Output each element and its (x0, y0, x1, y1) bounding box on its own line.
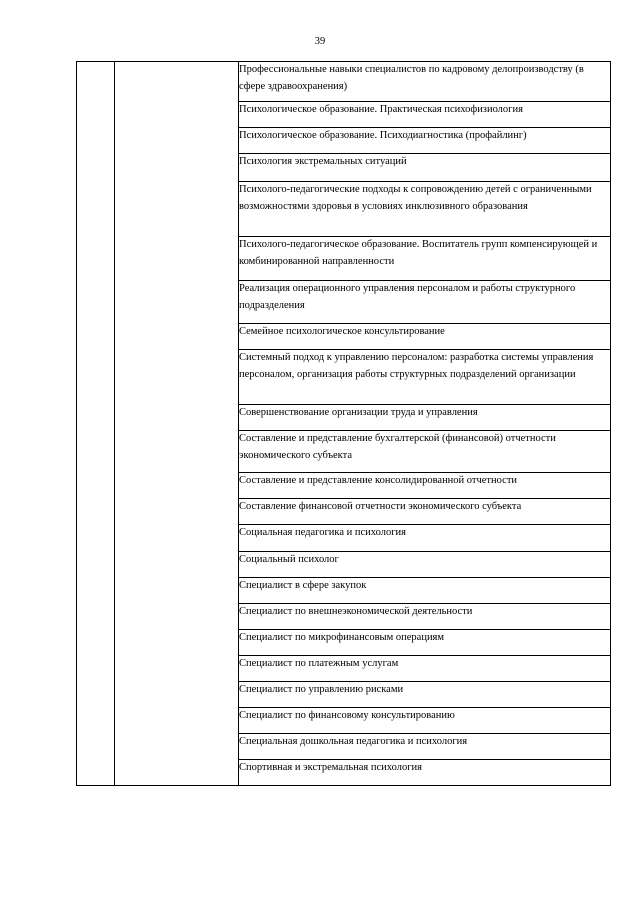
program-name: Реализация операционного управления персоналом и работы структурного подразделения (239, 283, 576, 311)
program-name: Системный подход к управлению персоналом: разработка системы управления персоналом, организация работы структурных подразделений организации (239, 352, 594, 380)
program-name-cell (239, 128, 611, 154)
program-name-cell (239, 62, 611, 102)
program-name: Социальная педагогика и психология (239, 527, 406, 538)
program-name-cell (239, 760, 611, 786)
program-name-cell (239, 604, 611, 630)
program-name: Психолого-педагогическое образование. Воспитатель групп компенсирующей и комбинированной направленности (239, 239, 598, 267)
program-name-cell (239, 237, 611, 281)
program-name-cell (239, 154, 611, 182)
program-name: Психологическое образование. Психодиагностика (профайлинг) (239, 130, 527, 141)
program-name-cell (239, 708, 611, 734)
program-name-cell (239, 102, 611, 128)
program-name: Семейное психологическое консультирование (239, 326, 445, 337)
program-name: Составление финансовой отчетности экономического субъекта (239, 501, 522, 512)
program-name-cell (239, 499, 611, 525)
program-name: Специалист по управлению рисками (239, 684, 404, 695)
program-name-cell (239, 630, 611, 656)
program-name-cell (239, 281, 611, 324)
program-name: Составление и представление консолидированной отчетности (239, 475, 518, 486)
program-name: Специалист в сфере закупок (239, 580, 367, 591)
program-name: Психология экстремальных ситуаций (239, 156, 407, 167)
program-name: Специалист по микрофинансовым операциям (239, 632, 445, 643)
program-name: Совершенствование организации труда и управления (239, 407, 478, 418)
program-name-cell (239, 734, 611, 760)
program-name: Составление и представление бухгалтерской (финансовой) отчетности экономического субъекта (239, 433, 556, 461)
program-name: Специалист по платежным услугам (239, 658, 399, 669)
program-name-cell (239, 350, 611, 405)
program-name-cell (239, 525, 611, 552)
program-name: Спортивная и экстремальная психология (239, 762, 422, 773)
program-name-cell (239, 324, 611, 350)
programs-table (76, 61, 611, 786)
program-name-cell (239, 431, 611, 473)
program-name: Специалист по финансовому консультированию (239, 710, 455, 721)
program-name-cell (239, 578, 611, 604)
program-name: Специалист по внешнеэкономической деятельности (239, 606, 473, 617)
program-name-cell (239, 473, 611, 499)
program-name-cell (239, 682, 611, 708)
page-number: 39 (314, 36, 326, 47)
row-number-cell (77, 62, 115, 786)
program-name: Социальный психолог (239, 554, 339, 565)
program-name: Специальная дошкольная педагогика и психология (239, 736, 468, 747)
category-cell (115, 62, 239, 786)
program-name-cell (239, 656, 611, 682)
program-name: Психологическое образование. Практическая психофизиология (239, 104, 523, 115)
program-name: Профессиональные навыки специалистов по кадровому делопроизводству (в сфере здравоохранения) (239, 64, 584, 92)
program-name: Психолого-педагогические подходы к сопровождению детей с ограниченными возможностями здоровья в условиях инклюзивного образования (239, 184, 592, 212)
program-name-cell (239, 552, 611, 578)
table-row (77, 62, 611, 102)
program-name-cell (239, 405, 611, 431)
program-name-cell (239, 182, 611, 237)
